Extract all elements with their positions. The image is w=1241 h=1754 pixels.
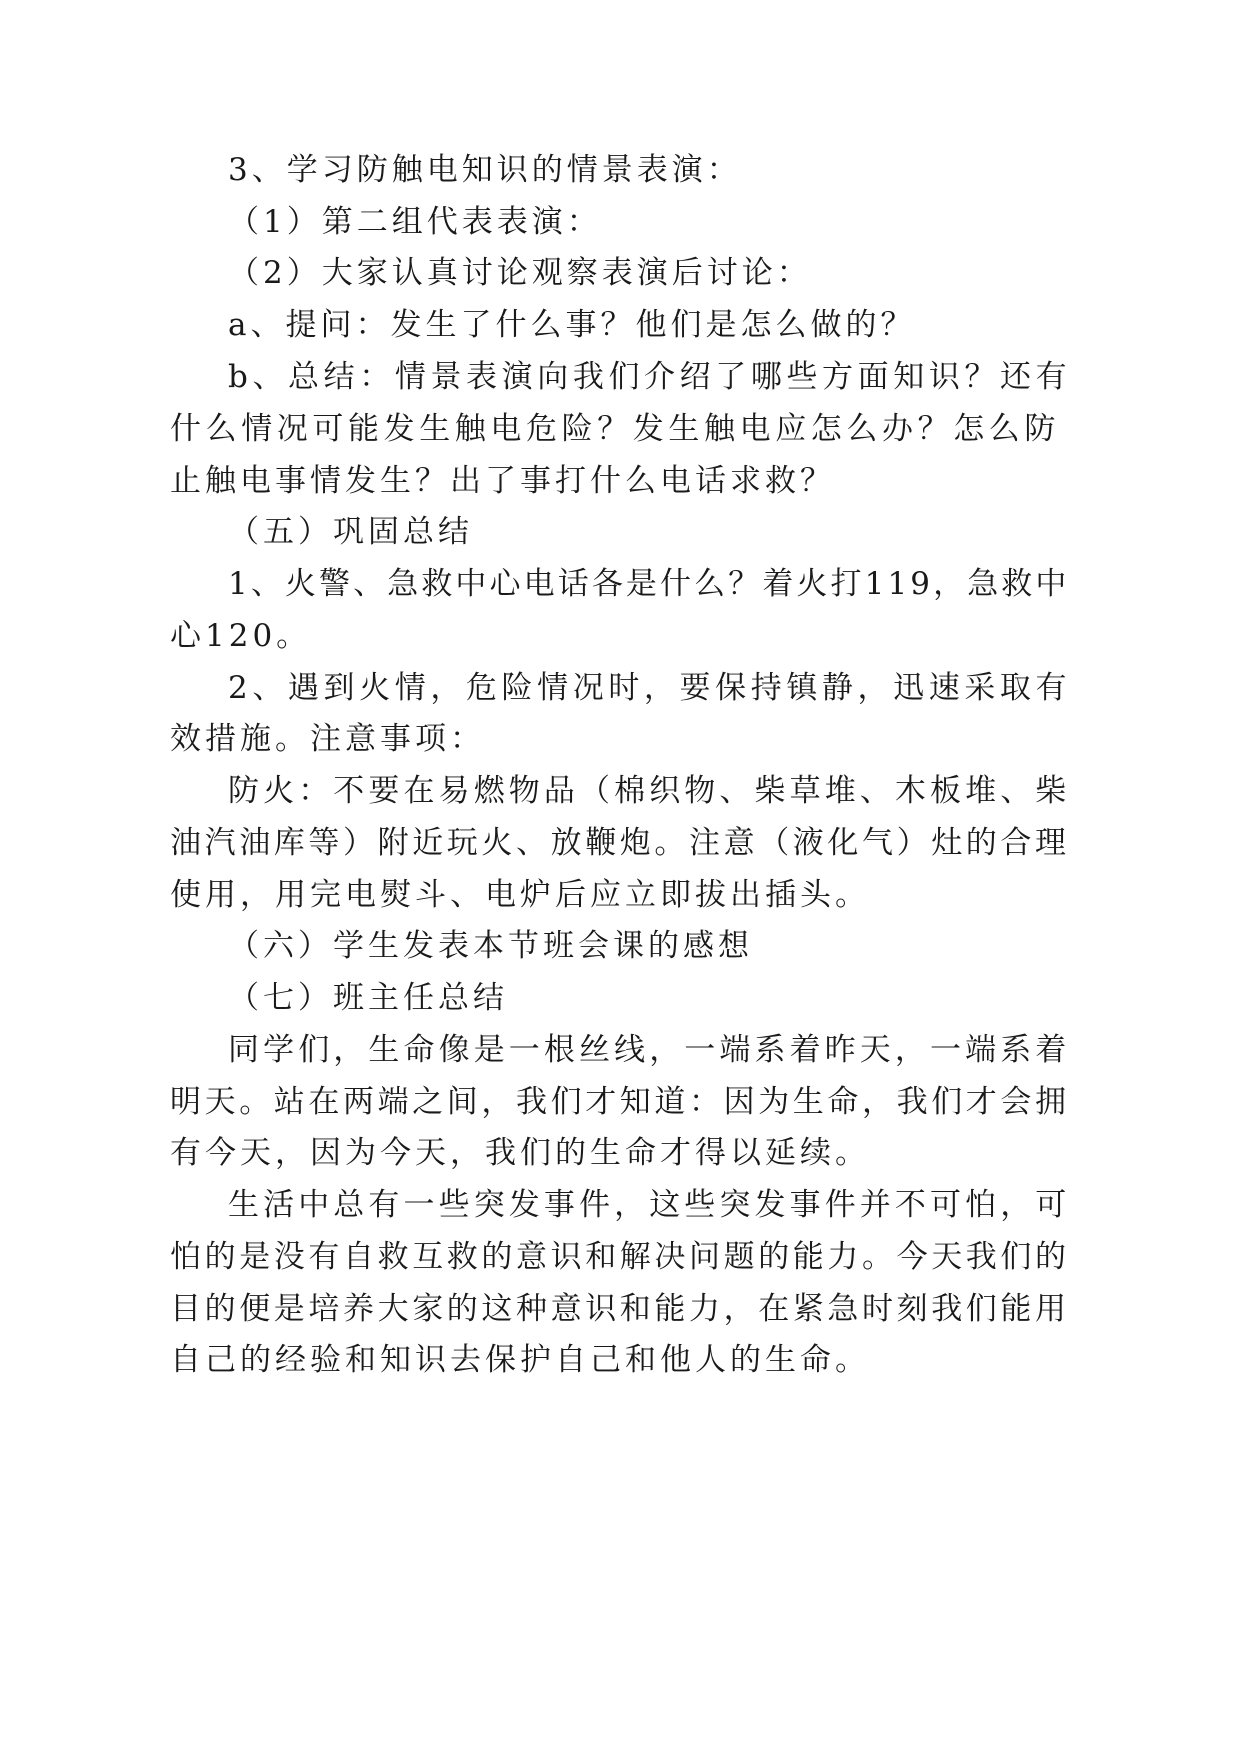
text-line: b、总结：情景表演向我们介绍了哪些方面知识？还有 (228, 359, 1072, 395)
text-line: 有今天，因为今天，我们的生命才得以延续。 (170, 1135, 870, 1171)
text-line: 自己的经验和知识去保护自己和他人的生命。 (170, 1342, 870, 1378)
text-line: a、提问：发生了什么事？他们是怎么做的？ (228, 307, 916, 343)
text-line: 目的便是培养大家的这种意识和能力，在紧急时刻我们能用 (170, 1291, 1070, 1327)
section-heading: （七）班主任总结 (228, 980, 508, 1016)
text-line: 效措施。注意事项： (170, 721, 485, 757)
text-line: 使用，用完电熨斗、电炉后应立即拔出插头。 (170, 877, 870, 913)
text-line: 2、遇到火情，危险情况时，要保持镇静，迅速采取有 (228, 670, 1072, 706)
text-line: （2）大家认真讨论观察表演后讨论： (228, 255, 812, 291)
section-heading: （五）巩固总结 (228, 514, 473, 550)
text-line: 油汽油库等）附近玩火、放鞭炮。注意（液化气）灶的合理 (170, 825, 1070, 861)
text-line: 同学们，生命像是一根丝线，一端系着昨天，一端系着 (228, 1032, 1071, 1068)
text-line: 止触电事情发生？出了事打什么电话求救？ (170, 463, 835, 499)
text-line: 1、火警、急救中心电话各是什么？着火打119，急救中 (228, 566, 1070, 602)
text-line: （1）第二组代表表演： (228, 204, 602, 240)
text-line: 生活中总有一些突发事件，这些突发事件并不可怕，可 (228, 1187, 1071, 1223)
text-line: 什么情况可能发生触电危险？发生触电应怎么办？怎么防 (170, 411, 1060, 447)
section-heading: （六）学生发表本节班会课的感想 (228, 928, 753, 964)
text-line: 怕的是没有自救互救的意识和解决问题的能力。今天我们的 (170, 1239, 1070, 1275)
text-line: 明天。站在两端之间，我们才知道：因为生命，我们才会拥 (170, 1084, 1070, 1120)
text-line: 防火：不要在易燃物品（棉织物、柴草堆、木板堆、柴 (228, 773, 1071, 809)
text-line: 心120。 (170, 618, 312, 654)
text-line: 3、学习防触电知识的情景表演： (228, 152, 742, 188)
